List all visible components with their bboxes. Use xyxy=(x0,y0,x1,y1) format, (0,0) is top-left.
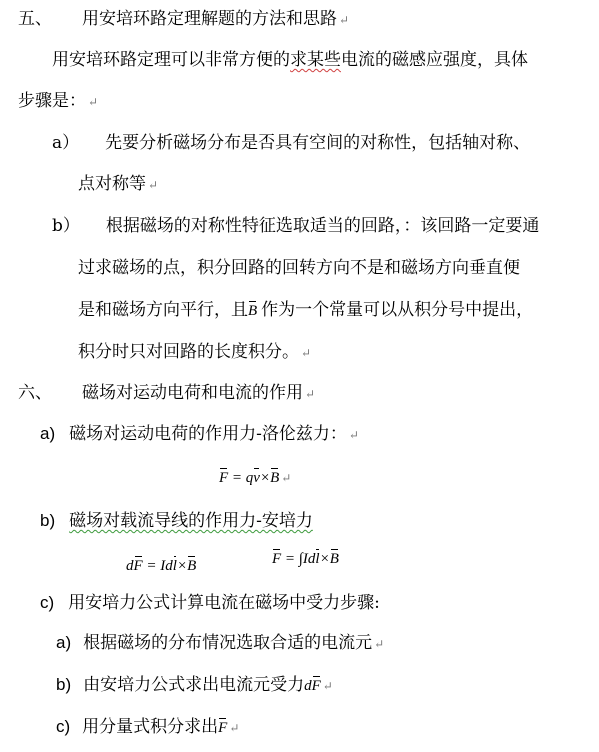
cross-symbol: × xyxy=(259,470,271,486)
section-6-heading xyxy=(18,382,315,405)
step-a-line xyxy=(56,632,384,655)
step-c-text: 用分量式积分求出 xyxy=(82,717,219,737)
sub-a-text: 磁场对运动电荷的作用力-洛伦兹力： xyxy=(69,424,347,444)
item-b-text-3b: 作为一个常量可以从积分号中提出， xyxy=(261,300,534,320)
section-6-number: 六、 xyxy=(18,383,52,403)
item-a-text: 先要分析磁场分布是否具有空间的对称性，包括轴对称、 xyxy=(105,133,531,153)
step-c-line xyxy=(56,716,239,739)
vector-F-symbol: F xyxy=(219,467,228,489)
section-5-title: 用安培环路定理解题的方法和思路 xyxy=(82,9,337,29)
item-b-line-4 xyxy=(78,341,311,364)
formula-d: d xyxy=(126,558,134,574)
item-b-line-1 xyxy=(52,215,539,237)
vector-B-symbol: B xyxy=(248,300,257,322)
section-6-title: 磁场对运动电荷和电流的作用 xyxy=(82,383,303,403)
item-b-text-4: 积分时只对回路的长度积分。 xyxy=(78,342,299,362)
sub-c-label: c) xyxy=(40,593,55,612)
item-b-label: b） xyxy=(52,216,80,236)
step-c-label: c) xyxy=(56,717,71,736)
formula-eq-q: = q xyxy=(228,470,254,486)
intro-underlined-text: 求某些 xyxy=(290,50,341,70)
intro-line-1 xyxy=(52,49,528,71)
intro-line-2 xyxy=(18,90,98,113)
sub-a-line xyxy=(40,423,359,446)
intro-text-rest: 电流的磁感应强度，具体 xyxy=(341,50,528,70)
vector-v-symbol: v xyxy=(253,467,260,489)
paragraph-mark-icon: ↵ xyxy=(374,637,385,651)
section-5-number: 五、 xyxy=(18,9,52,29)
paragraph-mark-icon: ↵ xyxy=(339,13,350,27)
vector-l-symbol: l xyxy=(315,548,319,570)
lorentz-formula xyxy=(219,466,291,489)
item-b-text-2: 过求磁场的点，积分回路的回转方向不是和磁场方向垂直便 xyxy=(78,258,520,278)
step-b-label: b) xyxy=(56,675,72,694)
item-b-line-2 xyxy=(78,257,520,279)
step-b-line xyxy=(56,674,333,697)
ampere-formula-differential xyxy=(126,554,196,577)
step-a-label: a) xyxy=(56,633,72,652)
cross-symbol: × xyxy=(176,558,188,574)
item-b-text-3a: 是和磁场方向平行，且 xyxy=(78,300,248,320)
section-5-heading xyxy=(18,8,349,31)
vector-F-symbol: F xyxy=(312,675,321,697)
sub-a-label: a) xyxy=(40,424,56,443)
formula-eq-int-Id: = ∫Id xyxy=(281,551,316,567)
item-b-text: 根据磁场的对称性特征选取适当的回路，：该回路一定要通 xyxy=(105,216,540,236)
item-a-line-1 xyxy=(52,132,530,154)
vector-F-symbol: F xyxy=(134,555,143,577)
paragraph-mark-icon: ↵ xyxy=(322,679,333,693)
item-a-line-2 xyxy=(78,173,158,196)
ampere-formula-integral xyxy=(272,547,339,570)
cross-symbol: × xyxy=(319,551,330,567)
step-b-text: 由安培力公式求出电流元受力 xyxy=(83,675,305,695)
vector-F-symbol: F xyxy=(218,717,227,739)
vector-B-symbol: B xyxy=(270,467,279,489)
sub-c-line xyxy=(40,592,380,614)
sub-b-line xyxy=(40,510,313,532)
sub-c-text: 用安培力公式计算电流在磁场中受力步骤: xyxy=(68,593,380,613)
intro-text: 用安培环路定理可以非常方便的 xyxy=(52,50,290,70)
vector-F-symbol: F xyxy=(272,548,281,570)
sub-b-text: 磁场对载流导线的作用力-安培力 xyxy=(69,511,313,531)
item-a-label: a） xyxy=(52,133,80,153)
paragraph-mark-icon: ↵ xyxy=(88,95,99,109)
item-a-text-2: 点对称等 xyxy=(78,174,146,194)
paragraph-mark-icon: ↵ xyxy=(229,721,240,735)
paragraph-mark-icon: ↵ xyxy=(305,387,316,401)
formula-eq-Id: = Id xyxy=(142,558,173,574)
formula-d: d xyxy=(304,678,312,694)
paragraph-mark-icon: ↵ xyxy=(148,178,159,192)
step-a-text: 根据磁场的分布情况选取合适的电流元 xyxy=(83,633,373,653)
sub-b-label: b) xyxy=(40,511,56,530)
paragraph-mark-icon: ↵ xyxy=(281,471,292,485)
vector-B-symbol: B xyxy=(330,548,339,570)
vector-l-symbol: l xyxy=(173,555,177,577)
paragraph-mark-icon: ↵ xyxy=(301,346,312,360)
paragraph-mark-icon: ↵ xyxy=(348,428,359,442)
intro-text-2: 步骤是： xyxy=(18,91,86,111)
item-b-line-3 xyxy=(78,299,533,322)
vector-B-symbol: B xyxy=(187,555,196,577)
